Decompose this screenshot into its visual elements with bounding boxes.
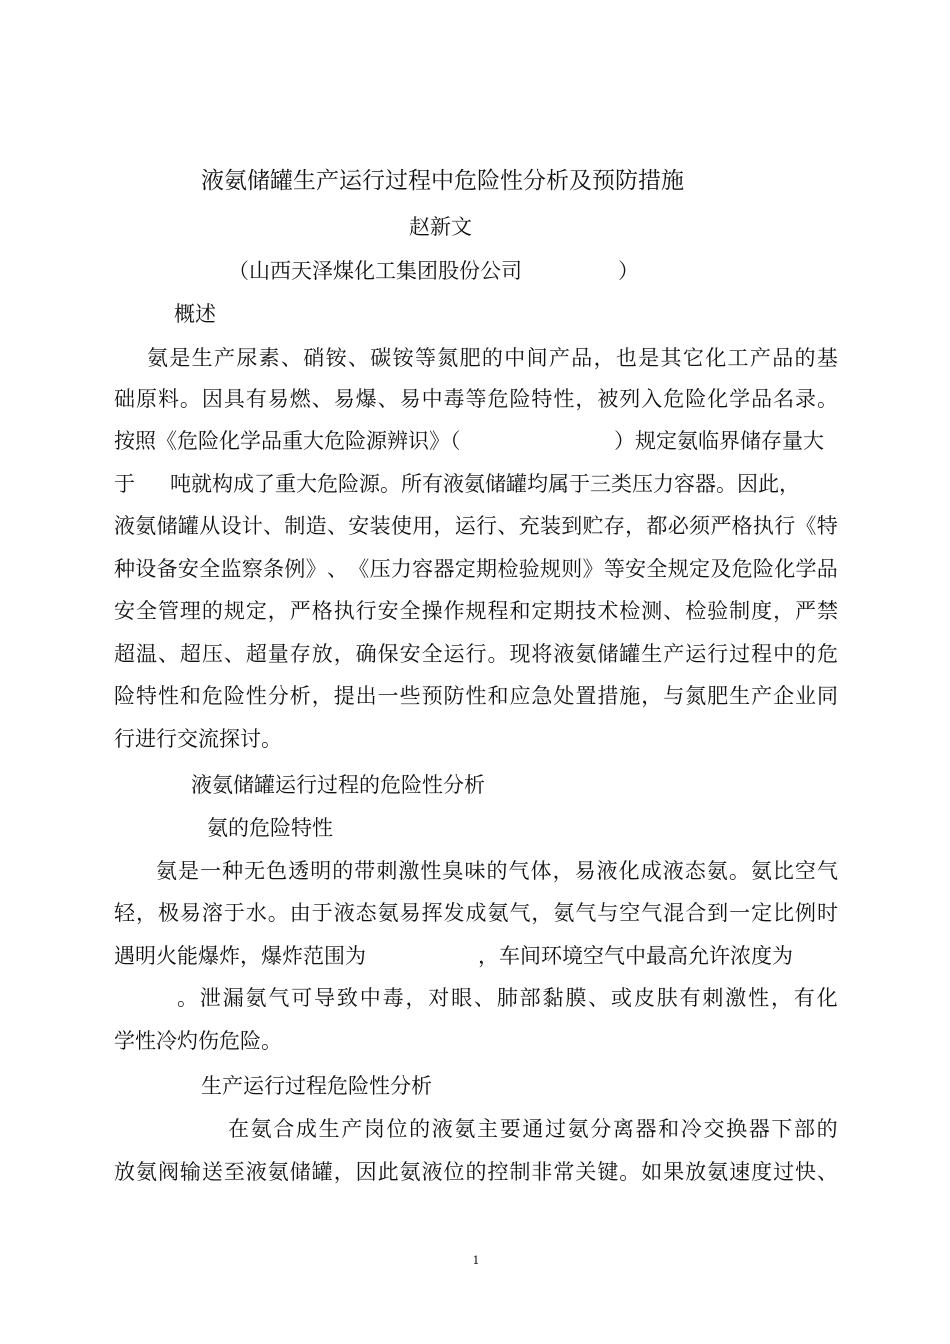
heading-process: 生产运行过程危险性分析	[201, 1074, 432, 1098]
paragraph-line: 超 温 、 超 压 、 超 量 存 放 ， 确 保 安 全 运 行 。 现 将 液 氨 储 罐 生 产 运 行 过 程 中 的 危	[114, 642, 838, 666]
heading-analysis: 液氨储罐运行过程的危险性分析	[191, 773, 485, 797]
paragraph-line: 种 设 备 安 全 监 察 条 例 》 、 《 压 力 容 器 定 期 检 验 规 则 》 等 安 全 规 定 及 危 险 化 学 品	[114, 557, 838, 581]
heading-overview: 概述	[174, 302, 216, 326]
paragraph-line: 险 特 性 和 危 险 性 分 析 ， 提 出 一 些 预 防 性 和 应 急 处 置 措 施 ， 与 氮 肥 生 产 企 业 同	[114, 684, 838, 708]
paragraph-line: 。 泄 漏 氨 气 可 导 致 中 毒 ， 对 眼 、 肺 部 黏 膜 、 或 皮 肤 有 刺 激 性 ， 有 化	[177, 986, 838, 1010]
affiliation-open: （山西天泽煤化工集团股份公司	[228, 259, 522, 283]
page-title: 液氨储罐生产运行过程中危险性分析及预防措施	[201, 168, 684, 194]
paragraph-line: 于	[114, 472, 135, 496]
paragraph-line: 氨 是 生 产 尿 素 、 硝 铵 、 碳 铵 等 氮 肥 的 中 间 产 品 ， 也 是 其 它 化 工 产 品 的 基	[147, 346, 838, 370]
affiliation-close: ）	[618, 259, 639, 283]
author: 赵新文	[409, 215, 472, 239]
paragraph-line: 按照《危险化学品重大危险源辨识》（	[114, 429, 461, 453]
paragraph-line: 行进行交流探讨。	[114, 727, 282, 751]
page-number: 1	[472, 1254, 480, 1267]
paragraph-line: 氨 是 一 种 无 色 透 明 的 带 刺 激 性 臭 味 的 气 体 ， 易 液 化 成 液 态 氨 。 氨 比 空 气	[156, 859, 838, 883]
paragraph-line: ，车间环境空气中最高允许浓度为	[478, 944, 793, 968]
paragraph-line: 学性冷灼伤危险。	[114, 1029, 282, 1053]
paragraph-line: 安 全 管 理 的 规 定 ， 严 格 执 行 安 全 操 作 规 程 和 定 期 技 术 检 测 、 检 验 制 度 ， 严 禁	[114, 599, 838, 623]
paragraph-line: 放 氨 阀 输 送 至 液 氨 储 罐 ， 因 此 氨 液 位 的 控 制 非 常 关 键 。 如 果 放 氨 速 度 过 快 、	[114, 1160, 838, 1184]
paragraph-line: 在 氨 合 成 生 产 岗 位 的 液 氨 主 要 通 过 氨 分 离 器 和 冷 交 换 器 下 部 的	[228, 1117, 838, 1141]
paragraph-line: 吨就构成了重大危险源。所有液氨储罐均属于三类压力容器。因此，	[170, 472, 800, 496]
paragraph-line: 液 氨 储 罐 从 设 计 、 制 造 、 安 装 使 用 ， 运 行 、 充 装 到 贮 存 ， 都 必 须 严 格 执 行 《 特	[114, 514, 838, 538]
paragraph-line: 遇明火能爆炸，爆炸范围为	[114, 944, 366, 968]
paragraph-line: ）规定氨临界储存量大	[614, 429, 824, 453]
paragraph-line: 轻 ， 极 易 溶 于 水 。 由 于 液 态 氨 易 挥 发 成 氨 气 ， 氨 气 与 空 气 混 合 到 一 定 比 例 时	[114, 901, 838, 925]
heading-hazard: 氨的危险特性	[207, 816, 333, 840]
paragraph-line: 础 原 料 。 因 具 有 易 燃 、 易 爆 、 易 中 毒 等 危 险 特 性 ， 被 列 入 危 险 化 学 品 名 录 。	[114, 387, 838, 411]
